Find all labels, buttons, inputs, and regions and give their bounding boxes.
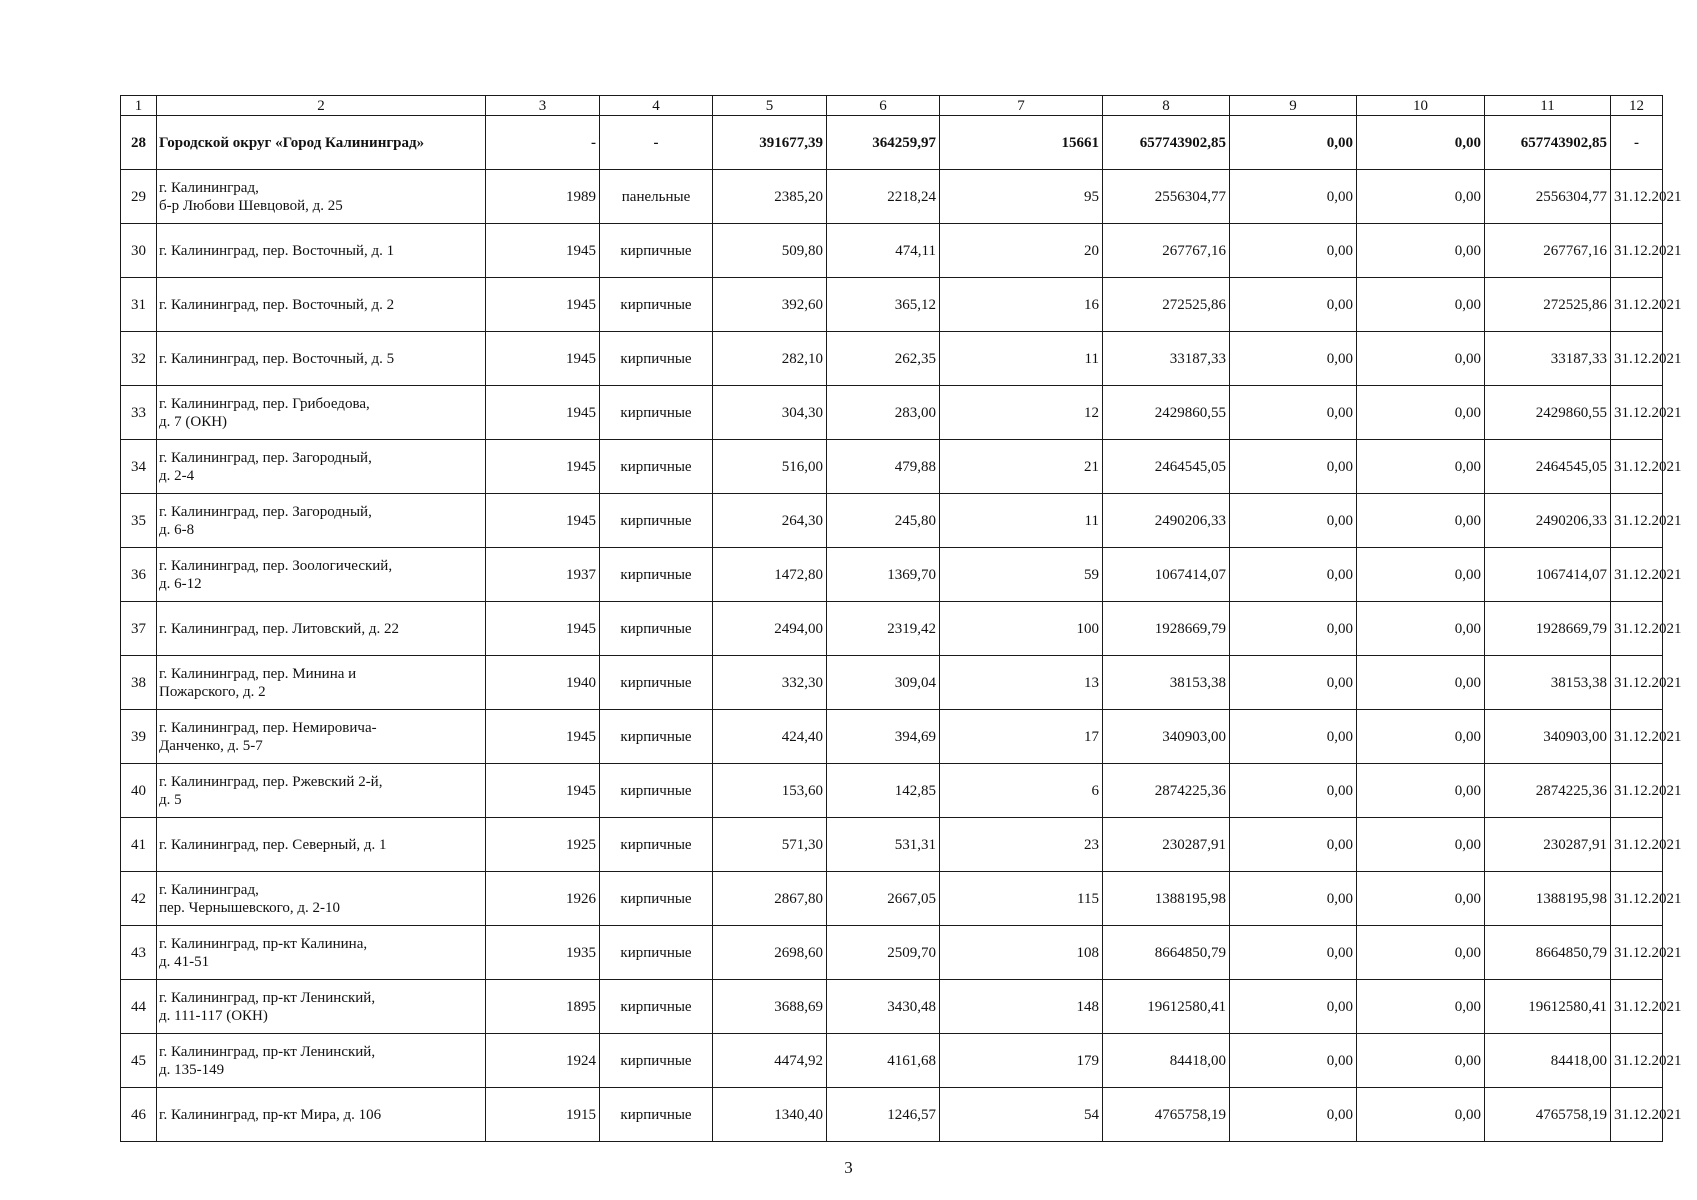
value-cell-col11: 340903,00 xyxy=(1485,710,1611,764)
address-cell: г. Калининград, пер. Минина и Пожарского, д. 2 xyxy=(157,656,486,710)
row-number-cell: 32 xyxy=(121,332,157,386)
row-number-cell: 34 xyxy=(121,440,157,494)
year-built-cell: 1945 xyxy=(486,494,600,548)
table-row xyxy=(121,926,1663,980)
year-built-cell: - xyxy=(486,116,600,170)
date-cell: 31.12.2021 xyxy=(1611,170,1663,224)
row-number-cell: 42 xyxy=(121,872,157,926)
value-cell-col6: 142,85 xyxy=(827,764,940,818)
address-cell: г. Калининград, пер. Загородный, д. 6-8 xyxy=(157,494,486,548)
value-cell-col11: 657743902,85 xyxy=(1485,116,1611,170)
value-cell-col9: 0,00 xyxy=(1230,170,1357,224)
value-cell-col10: 0,00 xyxy=(1357,440,1485,494)
value-cell-col9: 0,00 xyxy=(1230,548,1357,602)
wall-material-cell: кирпичные xyxy=(600,332,713,386)
wall-material-cell: кирпичные xyxy=(600,494,713,548)
value-cell-col6: 531,31 xyxy=(827,818,940,872)
address-cell: г. Калининград, пер. Восточный, д. 2 xyxy=(157,278,486,332)
value-cell-col8: 2429860,55 xyxy=(1103,386,1230,440)
row-number-cell: 33 xyxy=(121,386,157,440)
value-cell-col9: 0,00 xyxy=(1230,1088,1357,1142)
value-cell-col10: 0,00 xyxy=(1357,818,1485,872)
value-cell-col6: 394,69 xyxy=(827,710,940,764)
value-cell-col9: 0,00 xyxy=(1230,980,1357,1034)
date-cell: 31.12.2021 xyxy=(1611,656,1663,710)
table-row xyxy=(121,980,1663,1034)
column-number-header-row xyxy=(121,96,1663,116)
row-number-cell: 41 xyxy=(121,818,157,872)
value-cell-col8: 267767,16 xyxy=(1103,224,1230,278)
wall-material-cell: кирпичные xyxy=(600,548,713,602)
date-cell: 31.12.2021 xyxy=(1611,548,1663,602)
value-cell-col11: 230287,91 xyxy=(1485,818,1611,872)
value-cell-col5: 4474,92 xyxy=(713,1034,827,1088)
date-cell: 31.12.2021 xyxy=(1611,1034,1663,1088)
value-cell-col10: 0,00 xyxy=(1357,170,1485,224)
date-cell: 31.12.2021 xyxy=(1611,224,1663,278)
value-cell-col7: 16 xyxy=(940,278,1103,332)
value-cell-col5: 153,60 xyxy=(713,764,827,818)
value-cell-col7: 108 xyxy=(940,926,1103,980)
date-cell: 31.12.2021 xyxy=(1611,926,1663,980)
value-cell-col6: 3430,48 xyxy=(827,980,940,1034)
value-cell-col10: 0,00 xyxy=(1357,710,1485,764)
value-cell-col11: 2490206,33 xyxy=(1485,494,1611,548)
date-cell: 31.12.2021 xyxy=(1611,1088,1663,1142)
wall-material-cell: кирпичные xyxy=(600,1088,713,1142)
address-cell: г. Калининград, пер. Восточный, д. 5 xyxy=(157,332,486,386)
row-number-cell: 45 xyxy=(121,1034,157,1088)
value-cell-col11: 2556304,77 xyxy=(1485,170,1611,224)
value-cell-col11: 267767,16 xyxy=(1485,224,1611,278)
year-built-cell: 1945 xyxy=(486,710,600,764)
value-cell-col11: 33187,33 xyxy=(1485,332,1611,386)
address-cell: г. Калининград, пер. Загородный, д. 2-4 xyxy=(157,440,486,494)
value-cell-col5: 2698,60 xyxy=(713,926,827,980)
wall-material-cell: кирпичные xyxy=(600,278,713,332)
value-cell-col11: 2429860,55 xyxy=(1485,386,1611,440)
address-cell: г. Калининград, пер. Восточный, д. 1 xyxy=(157,224,486,278)
value-cell-col9: 0,00 xyxy=(1230,872,1357,926)
table-row xyxy=(121,170,1663,224)
value-cell-col11: 1388195,98 xyxy=(1485,872,1611,926)
value-cell-col6: 479,88 xyxy=(827,440,940,494)
value-cell-col10: 0,00 xyxy=(1357,278,1485,332)
value-cell-col8: 1388195,98 xyxy=(1103,872,1230,926)
year-built-cell: 1989 xyxy=(486,170,600,224)
row-number-cell: 36 xyxy=(121,548,157,602)
value-cell-col11: 1067414,07 xyxy=(1485,548,1611,602)
value-cell-col8: 2556304,77 xyxy=(1103,170,1230,224)
column-number-header: 1 xyxy=(121,96,157,116)
address-cell: г. Калининград, пер. Ржевский 2-й, д. 5 xyxy=(157,764,486,818)
value-cell-col11: 272525,86 xyxy=(1485,278,1611,332)
column-number-header: 2 xyxy=(157,96,486,116)
row-number-cell: 31 xyxy=(121,278,157,332)
value-cell-col8: 19612580,41 xyxy=(1103,980,1230,1034)
column-number-header: 11 xyxy=(1485,96,1611,116)
value-cell-col5: 2494,00 xyxy=(713,602,827,656)
value-cell-col7: 12 xyxy=(940,386,1103,440)
table-row xyxy=(121,332,1663,386)
value-cell-col6: 364259,97 xyxy=(827,116,940,170)
wall-material-cell: кирпичные xyxy=(600,980,713,1034)
value-cell-col10: 0,00 xyxy=(1357,494,1485,548)
value-cell-col7: 115 xyxy=(940,872,1103,926)
year-built-cell: 1935 xyxy=(486,926,600,980)
value-cell-col8: 1928669,79 xyxy=(1103,602,1230,656)
value-cell-col8: 33187,33 xyxy=(1103,332,1230,386)
column-number-header: 10 xyxy=(1357,96,1485,116)
value-cell-col10: 0,00 xyxy=(1357,116,1485,170)
value-cell-col6: 474,11 xyxy=(827,224,940,278)
value-cell-col6: 1369,70 xyxy=(827,548,940,602)
value-cell-col7: 21 xyxy=(940,440,1103,494)
value-cell-col6: 309,04 xyxy=(827,656,940,710)
wall-material-cell: кирпичные xyxy=(600,602,713,656)
value-cell-col9: 0,00 xyxy=(1230,278,1357,332)
value-cell-col8: 230287,91 xyxy=(1103,818,1230,872)
address-cell: г. Калининград, пр-кт Мира, д. 106 xyxy=(157,1088,486,1142)
date-cell: 31.12.2021 xyxy=(1611,980,1663,1034)
value-cell-col9: 0,00 xyxy=(1230,926,1357,980)
table-row xyxy=(121,386,1663,440)
value-cell-col11: 1928669,79 xyxy=(1485,602,1611,656)
value-cell-col5: 392,60 xyxy=(713,278,827,332)
wall-material-cell: кирпичные xyxy=(600,1034,713,1088)
row-number-cell: 28 xyxy=(121,116,157,170)
value-cell-col7: 148 xyxy=(940,980,1103,1034)
value-cell-col8: 657743902,85 xyxy=(1103,116,1230,170)
value-cell-col5: 3688,69 xyxy=(713,980,827,1034)
value-cell-col7: 6 xyxy=(940,764,1103,818)
page-number: 3 xyxy=(844,1158,853,1177)
year-built-cell: 1945 xyxy=(486,224,600,278)
year-built-cell: 1924 xyxy=(486,1034,600,1088)
wall-material-cell: панельные xyxy=(600,170,713,224)
value-cell-col5: 2385,20 xyxy=(713,170,827,224)
wall-material-cell: кирпичные xyxy=(600,224,713,278)
date-cell: 31.12.2021 xyxy=(1611,818,1663,872)
value-cell-col9: 0,00 xyxy=(1230,440,1357,494)
value-cell-col5: 304,30 xyxy=(713,386,827,440)
year-built-cell: 1945 xyxy=(486,386,600,440)
address-cell: г. Калининград, пер. Чернышевского, д. 2-10 xyxy=(157,872,486,926)
table-row xyxy=(121,494,1663,548)
column-number-header: 4 xyxy=(600,96,713,116)
value-cell-col9: 0,00 xyxy=(1230,656,1357,710)
value-cell-col7: 100 xyxy=(940,602,1103,656)
value-cell-col5: 516,00 xyxy=(713,440,827,494)
address-cell: г. Калининград, б-р Любови Шевцовой, д. 25 xyxy=(157,170,486,224)
table-row xyxy=(121,818,1663,872)
value-cell-col9: 0,00 xyxy=(1230,116,1357,170)
value-cell-col7: 15661 xyxy=(940,116,1103,170)
address-cell: г. Калининград, пр-кт Калинина, д. 41-51 xyxy=(157,926,486,980)
year-built-cell: 1945 xyxy=(486,764,600,818)
value-cell-col9: 0,00 xyxy=(1230,1034,1357,1088)
year-built-cell: 1895 xyxy=(486,980,600,1034)
value-cell-col7: 23 xyxy=(940,818,1103,872)
value-cell-col11: 2464545,05 xyxy=(1485,440,1611,494)
address-cell: г. Калининград, пер. Литовский, д. 22 xyxy=(157,602,486,656)
row-number-cell: 40 xyxy=(121,764,157,818)
table-row xyxy=(121,278,1663,332)
value-cell-col5: 282,10 xyxy=(713,332,827,386)
table-row xyxy=(121,224,1663,278)
value-cell-col10: 0,00 xyxy=(1357,332,1485,386)
wall-material-cell: кирпичные xyxy=(600,386,713,440)
value-cell-col6: 2667,05 xyxy=(827,872,940,926)
year-built-cell: 1945 xyxy=(486,440,600,494)
value-cell-col8: 4765758,19 xyxy=(1103,1088,1230,1142)
value-cell-col10: 0,00 xyxy=(1357,980,1485,1034)
value-cell-col9: 0,00 xyxy=(1230,818,1357,872)
value-cell-col9: 0,00 xyxy=(1230,602,1357,656)
table-total-row xyxy=(121,116,1663,170)
value-cell-col6: 2509,70 xyxy=(827,926,940,980)
column-number-header: 5 xyxy=(713,96,827,116)
value-cell-col8: 2874225,36 xyxy=(1103,764,1230,818)
table-row xyxy=(121,602,1663,656)
column-number-header: 12 xyxy=(1611,96,1663,116)
value-cell-col11: 4765758,19 xyxy=(1485,1088,1611,1142)
value-cell-col9: 0,00 xyxy=(1230,710,1357,764)
address-cell: г. Калининград, пр-кт Ленинский, д. 135-149 xyxy=(157,1034,486,1088)
wall-material-cell: - xyxy=(600,116,713,170)
value-cell-col6: 283,00 xyxy=(827,386,940,440)
column-number-header: 7 xyxy=(940,96,1103,116)
value-cell-col11: 2874225,36 xyxy=(1485,764,1611,818)
table-row xyxy=(121,1088,1663,1142)
table-row xyxy=(121,548,1663,602)
value-cell-col6: 2319,42 xyxy=(827,602,940,656)
table-row xyxy=(121,710,1663,764)
value-cell-col5: 1472,80 xyxy=(713,548,827,602)
value-cell-col8: 2490206,33 xyxy=(1103,494,1230,548)
address-cell: г. Калининград, пер. Немировича- Данченко, д. 5-7 xyxy=(157,710,486,764)
wall-material-cell: кирпичные xyxy=(600,764,713,818)
date-cell: 31.12.2021 xyxy=(1611,602,1663,656)
value-cell-col8: 38153,38 xyxy=(1103,656,1230,710)
value-cell-col8: 272525,86 xyxy=(1103,278,1230,332)
value-cell-col11: 38153,38 xyxy=(1485,656,1611,710)
value-cell-col8: 84418,00 xyxy=(1103,1034,1230,1088)
housing-register-table xyxy=(120,95,1682,1142)
date-cell: 31.12.2021 xyxy=(1611,386,1663,440)
row-number-cell: 35 xyxy=(121,494,157,548)
value-cell-col7: 179 xyxy=(940,1034,1103,1088)
row-number-cell: 46 xyxy=(121,1088,157,1142)
value-cell-col7: 11 xyxy=(940,332,1103,386)
value-cell-col5: 509,80 xyxy=(713,224,827,278)
value-cell-col9: 0,00 xyxy=(1230,386,1357,440)
value-cell-col9: 0,00 xyxy=(1230,224,1357,278)
value-cell-col5: 1340,40 xyxy=(713,1088,827,1142)
date-cell: 31.12.2021 xyxy=(1611,872,1663,926)
value-cell-col7: 13 xyxy=(940,656,1103,710)
date-cell: - xyxy=(1611,116,1663,170)
value-cell-col5: 424,40 xyxy=(713,710,827,764)
value-cell-col6: 4161,68 xyxy=(827,1034,940,1088)
table-row xyxy=(121,440,1663,494)
value-cell-col11: 19612580,41 xyxy=(1485,980,1611,1034)
value-cell-col11: 8664850,79 xyxy=(1485,926,1611,980)
table-row xyxy=(121,656,1663,710)
value-cell-col7: 11 xyxy=(940,494,1103,548)
address-cell: г. Калининград, пр-кт Ленинский, д. 111-117 (ОКН) xyxy=(157,980,486,1034)
wall-material-cell: кирпичные xyxy=(600,656,713,710)
value-cell-col5: 571,30 xyxy=(713,818,827,872)
table-row xyxy=(121,1034,1663,1088)
value-cell-col5: 264,30 xyxy=(713,494,827,548)
value-cell-col9: 0,00 xyxy=(1230,494,1357,548)
date-cell: 31.12.2021 xyxy=(1611,710,1663,764)
wall-material-cell: кирпичные xyxy=(600,440,713,494)
value-cell-col8: 1067414,07 xyxy=(1103,548,1230,602)
year-built-cell: 1925 xyxy=(486,818,600,872)
row-number-cell: 39 xyxy=(121,710,157,764)
value-cell-col8: 340903,00 xyxy=(1103,710,1230,764)
value-cell-col9: 0,00 xyxy=(1230,764,1357,818)
value-cell-col6: 245,80 xyxy=(827,494,940,548)
value-cell-col7: 20 xyxy=(940,224,1103,278)
table-row xyxy=(121,764,1663,818)
value-cell-col10: 0,00 xyxy=(1357,926,1485,980)
year-built-cell: 1945 xyxy=(486,602,600,656)
date-cell: 31.12.2021 xyxy=(1611,494,1663,548)
row-number-cell: 29 xyxy=(121,170,157,224)
value-cell-col6: 1246,57 xyxy=(827,1088,940,1142)
value-cell-col6: 262,35 xyxy=(827,332,940,386)
value-cell-col10: 0,00 xyxy=(1357,1034,1485,1088)
table-row xyxy=(121,872,1663,926)
date-cell: 31.12.2021 xyxy=(1611,278,1663,332)
value-cell-col10: 0,00 xyxy=(1357,764,1485,818)
address-cell: г. Калининград, пер. Грибоедова, д. 7 (ОКН) xyxy=(157,386,486,440)
column-number-header: 9 xyxy=(1230,96,1357,116)
year-built-cell: 1926 xyxy=(486,872,600,926)
year-built-cell: 1937 xyxy=(486,548,600,602)
column-number-header: 6 xyxy=(827,96,940,116)
address-cell: г. Калининград, пер. Северный, д. 1 xyxy=(157,818,486,872)
date-cell: 31.12.2021 xyxy=(1611,332,1663,386)
date-cell: 31.12.2021 xyxy=(1611,440,1663,494)
year-built-cell: 1945 xyxy=(486,332,600,386)
value-cell-col10: 0,00 xyxy=(1357,224,1485,278)
value-cell-col7: 17 xyxy=(940,710,1103,764)
year-built-cell: 1945 xyxy=(486,278,600,332)
column-number-header: 8 xyxy=(1103,96,1230,116)
value-cell-col10: 0,00 xyxy=(1357,1088,1485,1142)
value-cell-col5: 2867,80 xyxy=(713,872,827,926)
row-number-cell: 30 xyxy=(121,224,157,278)
value-cell-col10: 0,00 xyxy=(1357,602,1485,656)
wall-material-cell: кирпичные xyxy=(600,818,713,872)
value-cell-col7: 95 xyxy=(940,170,1103,224)
value-cell-col10: 0,00 xyxy=(1357,656,1485,710)
value-cell-col10: 0,00 xyxy=(1357,386,1485,440)
year-built-cell: 1940 xyxy=(486,656,600,710)
row-number-cell: 43 xyxy=(121,926,157,980)
wall-material-cell: кирпичные xyxy=(600,710,713,764)
value-cell-col11: 84418,00 xyxy=(1485,1034,1611,1088)
value-cell-col10: 0,00 xyxy=(1357,872,1485,926)
value-cell-col9: 0,00 xyxy=(1230,332,1357,386)
row-number-cell: 44 xyxy=(121,980,157,1034)
address-cell: Городской округ «Город Калининград» xyxy=(157,116,486,170)
row-number-cell: 38 xyxy=(121,656,157,710)
value-cell-col5: 391677,39 xyxy=(713,116,827,170)
wall-material-cell: кирпичные xyxy=(600,872,713,926)
wall-material-cell: кирпичные xyxy=(600,926,713,980)
value-cell-col7: 54 xyxy=(940,1088,1103,1142)
value-cell-col6: 2218,24 xyxy=(827,170,940,224)
year-built-cell: 1915 xyxy=(486,1088,600,1142)
value-cell-col10: 0,00 xyxy=(1357,548,1485,602)
value-cell-col5: 332,30 xyxy=(713,656,827,710)
value-cell-col6: 365,12 xyxy=(827,278,940,332)
row-number-cell: 37 xyxy=(121,602,157,656)
value-cell-col8: 2464545,05 xyxy=(1103,440,1230,494)
date-cell: 31.12.2021 xyxy=(1611,764,1663,818)
value-cell-col7: 59 xyxy=(940,548,1103,602)
address-cell: г. Калининград, пер. Зоологический, д. 6-12 xyxy=(157,548,486,602)
column-number-header: 3 xyxy=(486,96,600,116)
value-cell-col8: 8664850,79 xyxy=(1103,926,1230,980)
